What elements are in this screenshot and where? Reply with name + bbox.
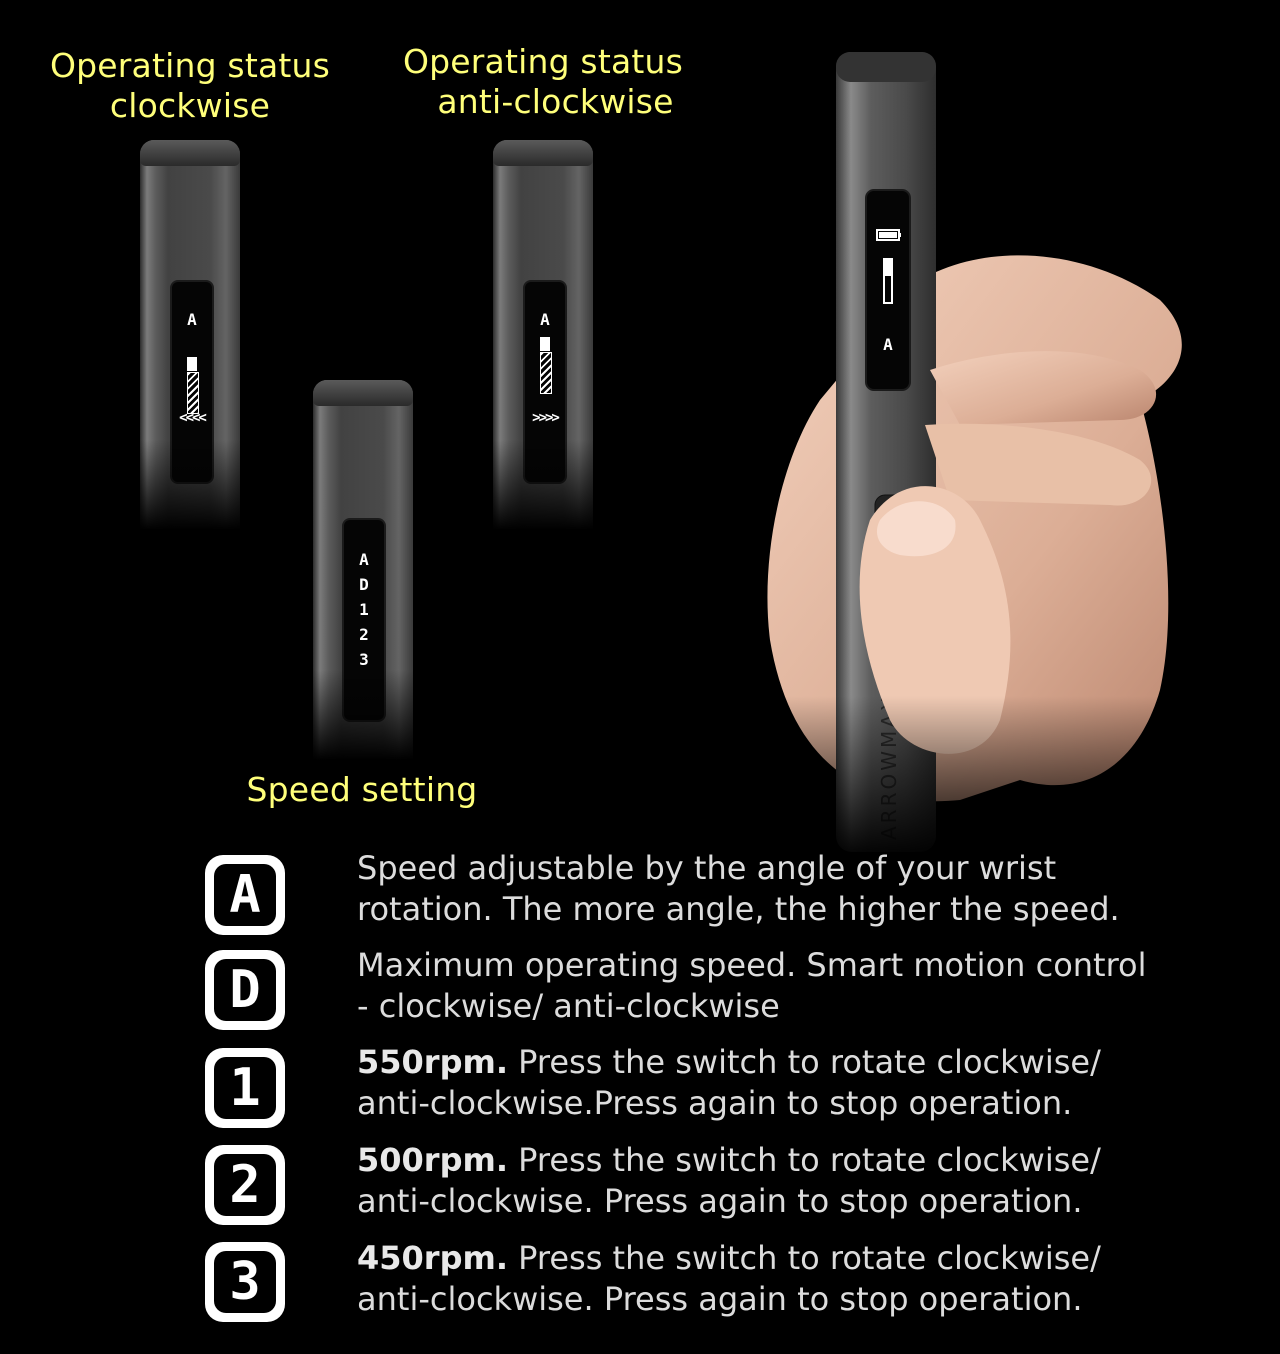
hand-illustration (760, 40, 1220, 860)
device-speed-setting (313, 380, 413, 760)
legend-bold-2: 500rpm. (357, 1141, 508, 1179)
caption-clockwise-line2: clockwise (109, 86, 271, 125)
arrows-right-icon: >>>> (532, 410, 558, 426)
mode-2-glyph: 2 (359, 625, 369, 644)
mode-d-glyph: D (359, 575, 369, 594)
legend-icon-a: A (205, 855, 285, 935)
device-cap (313, 380, 413, 406)
caption-speed-setting: Speed setting (246, 770, 478, 809)
mode-a-glyph: A (359, 550, 369, 569)
device-cap (140, 140, 240, 166)
legend-icon-1: 1 (205, 1048, 285, 1128)
caption-anticlockwise-line1: Operating status (402, 42, 684, 81)
device-clockwise (140, 140, 240, 530)
legend-desc-2: Press the switch to rotate clockwise/ anti-clockwise. Press again to stop operation. (357, 1141, 1101, 1220)
legend-desc-d: Maximum operating speed. Smart motion control - clockwise/ anti-clockwise (357, 946, 1147, 1025)
legend-text-a (357, 848, 1157, 930)
legend-desc-1: Press the switch to rotate clockwise/ anti-clockwise.Press again to stop operation. (357, 1043, 1101, 1122)
drill-bit-icon (540, 352, 552, 394)
legend-icon-2: 2 (205, 1145, 285, 1225)
mode-1-glyph: 1 (359, 600, 369, 619)
device-anticlockwise (493, 140, 593, 530)
legend-icon-3: 3 (205, 1242, 285, 1322)
legend-desc-3: Press the switch to rotate clockwise/ anti-clockwise. Press again to stop operation. (357, 1239, 1101, 1318)
caption-clockwise-line1: Operating status (49, 46, 331, 85)
caption-anticlockwise (393, 42, 693, 122)
drill-bit-icon (187, 372, 199, 414)
device-cap (493, 140, 593, 166)
legend-text-2 (357, 1140, 1157, 1222)
legend-bold-1: 550rpm. (357, 1043, 508, 1081)
legend-text-1 (357, 1042, 1157, 1124)
legend-text-d (357, 945, 1157, 1027)
mode-a-glyph: A (187, 310, 197, 329)
legend-desc-a: Speed adjustable by the angle of your wrist rotation. The more angle, the higher the speed. (357, 849, 1120, 928)
legend-text-3 (357, 1238, 1157, 1320)
mode-3-glyph: 3 (359, 650, 369, 669)
caption-clockwise (40, 46, 340, 126)
mode-a-glyph: A (540, 310, 550, 329)
legend-icon-d: D (205, 950, 285, 1030)
arrows-left-icon: <<<< (179, 410, 205, 426)
caption-anticlockwise-line2: anti-clockwise (437, 82, 674, 121)
legend-bold-3: 450rpm. (357, 1239, 508, 1277)
